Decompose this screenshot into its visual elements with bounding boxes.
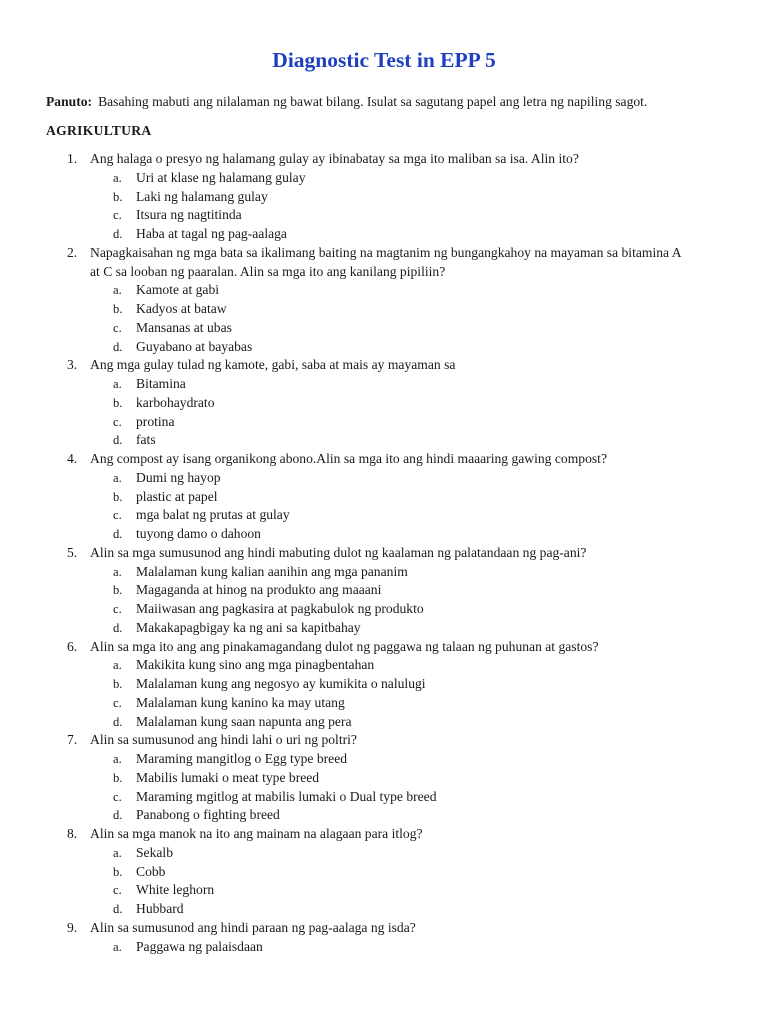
- choice-letter: a.: [113, 564, 122, 579]
- document-title: Diagnostic Test in EPP 5: [272, 48, 496, 72]
- question-item: [0, 544, 768, 638]
- choice-text: Cobb: [136, 863, 166, 879]
- choice-text: Magaganda at hinog na produkto ang maaani: [136, 582, 382, 598]
- choice-item: [0, 938, 768, 957]
- question-text: Ang mga gulay tulad ng kamote, gabi, saba at mais ay mayaman sa: [90, 357, 456, 373]
- instructions-text: Basahing mabuti ang nilalaman ng bawat bilang. Isulat sa sagutang papel ang letra ng napiling sagot.: [98, 94, 648, 109]
- choice-text: Hubbard: [136, 901, 184, 916]
- choice-list: [0, 375, 768, 450]
- choice-letter: a.: [113, 283, 122, 298]
- choice-text: fats: [136, 432, 156, 448]
- question-text: Alin sa sumusunod ang hindi paraan ng pag-aalaga ng isda?: [90, 919, 416, 935]
- choice-text: Malalaman kung saan napunta ang pera: [136, 713, 352, 729]
- question-item: [0, 244, 768, 357]
- choice-item: [0, 806, 768, 825]
- choice-item: [0, 694, 768, 713]
- choice-text: plastic at papel: [136, 488, 218, 504]
- question-text: Alin sa mga manok na ito ang mainam na alagaan para itlog?: [90, 826, 423, 841]
- choice-item: [0, 338, 768, 357]
- choice-text: Dumi ng hayop: [136, 469, 221, 485]
- question-number: 4.: [67, 451, 78, 466]
- choice-letter: a.: [113, 170, 122, 185]
- choice-letter: d.: [113, 227, 123, 241]
- choice-text: Maraming mgitlog at mabilis lumaki o Dual type breed: [136, 788, 437, 804]
- choice-letter: a.: [113, 377, 122, 391]
- choice-letter: d.: [113, 808, 123, 823]
- choice-item: [0, 713, 768, 732]
- choice-item: [0, 788, 768, 807]
- choice-list: [0, 656, 768, 731]
- choice-list: [0, 169, 768, 244]
- choice-text: Malalaman kung kalian aanihin ang mga pananim: [136, 563, 408, 579]
- choice-text: Laki ng halamang gulay: [136, 188, 268, 204]
- choice-item: [0, 563, 768, 582]
- choice-item: [0, 394, 768, 413]
- choice-letter: b.: [113, 864, 123, 879]
- choice-letter: c.: [113, 414, 122, 429]
- choice-list: [0, 563, 768, 638]
- choice-letter: d.: [113, 620, 123, 635]
- choice-item: [0, 488, 768, 507]
- choice-letter: a.: [113, 658, 122, 673]
- choice-text: Malalaman kung kanino ka may utang: [136, 694, 345, 710]
- choice-item: [0, 525, 768, 544]
- choice-item: [0, 206, 768, 225]
- question-number: 1.: [67, 151, 78, 166]
- choice-list: [0, 938, 768, 957]
- choice-item: [0, 900, 768, 919]
- choice-item: [0, 881, 768, 900]
- choice-text: Bitamina: [136, 376, 186, 391]
- choice-text: Mabilis lumaki o meat type breed: [136, 769, 320, 785]
- choice-text: Paggawa ng palaisdaan: [136, 938, 263, 954]
- choice-text: Sekalb: [136, 844, 173, 860]
- question-item: [0, 919, 768, 957]
- choice-text: Maraming mangitlog o Egg type breed: [136, 751, 348, 766]
- choice-text: Uri at klase ng halamang gulay: [136, 169, 306, 185]
- section-heading: AGRIKULTURA: [46, 123, 152, 138]
- question-text: Ang halaga o presyo ng halamang gulay ay ibinabatay sa mga ito maliban sa isa. Alin ito?: [90, 151, 579, 166]
- choice-text: Haba at tagal ng pag-aalaga: [136, 226, 287, 241]
- question-item: [0, 356, 768, 450]
- choice-letter: b.: [113, 189, 123, 204]
- choice-letter: b.: [113, 302, 123, 316]
- choice-letter: b.: [113, 770, 123, 785]
- choice-letter: c.: [113, 695, 122, 710]
- choice-letter: b.: [113, 677, 123, 691]
- choice-text: Mansanas at ubas: [136, 319, 232, 335]
- choice-letter: d.: [113, 527, 123, 541]
- choice-letter: c.: [113, 320, 122, 335]
- choice-letter: a.: [113, 939, 122, 954]
- choice-letter: c.: [113, 208, 122, 223]
- choice-text: Makikita kung sino ang mga pinagbentahan: [136, 657, 375, 673]
- question-number: 5.: [67, 544, 78, 560]
- choice-letter: b.: [113, 395, 123, 410]
- choice-text: Panabong o fighting breed: [136, 807, 280, 823]
- choice-item: [0, 188, 768, 207]
- question-text: Ang compost ay isang organikong abono.Alin sa mga ito ang hindi maaaring gawing compost?: [90, 451, 607, 466]
- choice-text: Itsura ng nagtitinda: [136, 207, 242, 223]
- question-item: [0, 450, 768, 544]
- choice-item: [0, 769, 768, 788]
- choice-text: Kamote at gabi: [136, 282, 220, 298]
- choice-letter: b.: [113, 489, 123, 504]
- instructions-label: Panuto:: [46, 94, 93, 109]
- choice-letter: c.: [113, 883, 122, 898]
- question-number: 6.: [67, 638, 78, 654]
- choice-text: Maiiwasan ang pagkasira at pagkabulok ng produkto: [136, 601, 424, 616]
- choice-letter: c.: [113, 508, 122, 523]
- choice-item: [0, 300, 768, 319]
- choice-item: [0, 844, 768, 863]
- question-number: 9.: [67, 919, 78, 935]
- question-number: 3.: [67, 357, 78, 373]
- choice-item: [0, 225, 768, 244]
- choice-text: Kadyos at bataw: [136, 301, 227, 316]
- choice-item: [0, 506, 768, 525]
- choice-text: mga balat ng prutas at gulay: [136, 507, 290, 523]
- choice-text: protina: [136, 413, 175, 429]
- choice-item: [0, 619, 768, 638]
- choice-item: [0, 431, 768, 450]
- choice-item: [0, 675, 768, 694]
- choice-text: Malalaman kung ang negosyo ay kumikita o nalulugi: [136, 676, 426, 691]
- choice-letter: a.: [113, 845, 122, 860]
- choice-item: [0, 281, 768, 300]
- choice-text: White leghorn: [136, 882, 215, 898]
- choice-letter: c.: [113, 602, 122, 616]
- choice-letter: b.: [113, 583, 123, 598]
- choice-letter: a.: [113, 752, 122, 766]
- choice-text: tuyong damo o dahoon: [136, 526, 261, 541]
- choice-letter: d.: [113, 339, 123, 354]
- question-list: [0, 150, 768, 956]
- choice-letter: d.: [113, 433, 123, 448]
- question-item: [0, 150, 768, 244]
- question-text: Alin sa mga sumusunod ang hindi mabuting dulot ng kaalaman ng palatandaan ng pag-ani?: [90, 544, 587, 560]
- choice-item: [0, 469, 768, 488]
- choice-item: [0, 413, 768, 432]
- question-text: Alin sa mga ito ang ang pinakamagandang dulot ng paggawa ng talaan ng puhunan at gastos?: [90, 638, 599, 654]
- choice-item: [0, 863, 768, 882]
- choice-item: [0, 169, 768, 188]
- choice-item: [0, 600, 768, 619]
- question-item: [0, 731, 768, 825]
- choice-item: [0, 319, 768, 338]
- question-number: 2.: [67, 244, 78, 260]
- choice-list: [0, 844, 768, 919]
- question-item: [0, 638, 768, 732]
- choice-list: [0, 469, 768, 544]
- choice-item: [0, 581, 768, 600]
- question-text: Napagkaisahan ng mga bata sa ikalimang baiting na magtanim ng bungangkahoy na mayaman sa bitamina A at C sa looban ng paaralan. Alin sa mga ito ang kanilang pipiliin?: [90, 244, 681, 279]
- choice-letter: c.: [113, 789, 122, 804]
- question-number: 7.: [67, 732, 78, 748]
- choice-text: Makakapagbigay ka ng ani sa kapitbahay: [136, 619, 361, 635]
- choice-list: [0, 281, 768, 356]
- question-item: [0, 825, 768, 919]
- choice-text: karbohaydrato: [136, 394, 215, 410]
- choice-item: [0, 750, 768, 769]
- question-number: 8.: [67, 826, 78, 841]
- choice-item: [0, 656, 768, 675]
- choice-text: Guyabano at bayabas: [136, 338, 253, 354]
- instructions: [46, 92, 746, 112]
- choice-letter: d.: [113, 714, 123, 729]
- choice-item: [0, 375, 768, 394]
- choice-list: [0, 750, 768, 825]
- question-text: Alin sa sumusunod ang hindi lahi o uri ng poltri?: [90, 732, 357, 748]
- choice-letter: a.: [113, 470, 122, 485]
- choice-letter: d.: [113, 902, 123, 916]
